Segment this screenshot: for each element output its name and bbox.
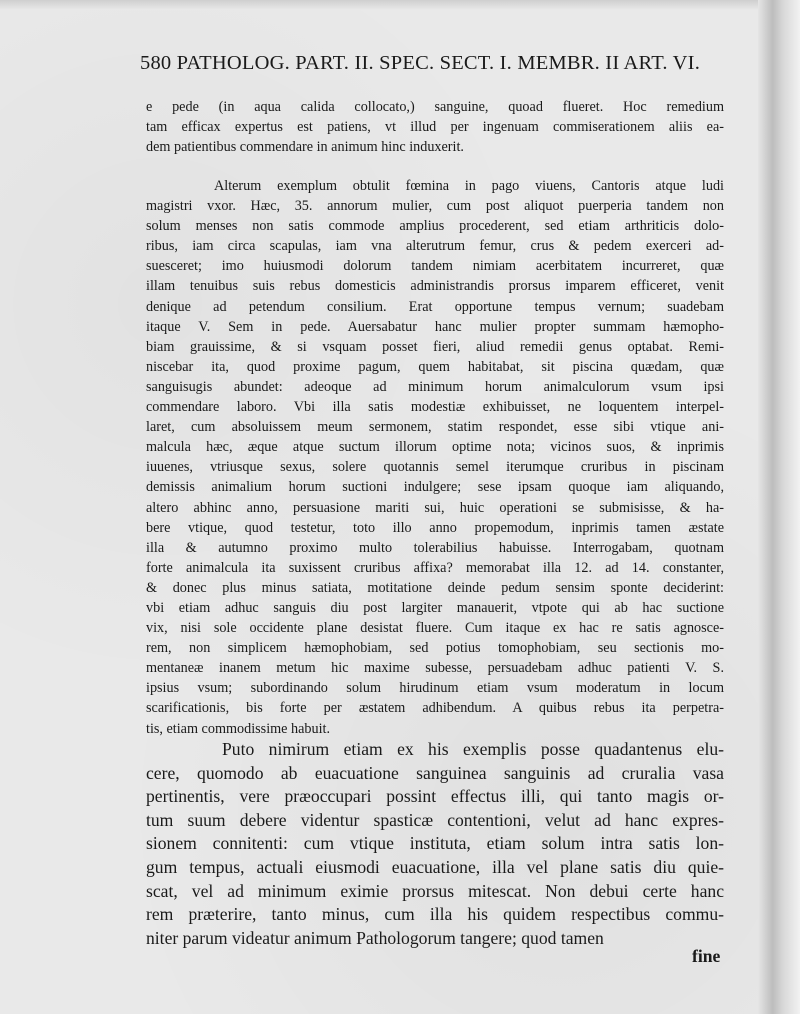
text-line: niscebar ita, quod proxime pagum, quem habitabat, sit piscina quædam, quæ [146,358,724,375]
text-line: bere vtique, quod testetur, toto illo anno propemodum, inprimis tamen æstate [146,519,724,536]
text-line: vbi etiam adhuc sanguis diu post largiter manauerit, vtpote qui ab hac suctione [146,599,724,616]
text-line: Alterum exemplum obtulit fœmina in pago viuens, Cantoris atque ludi [214,178,724,194]
text-line: demissis animalium horum suctioni indulgere; sese ipsam quoque iam aliquando, [146,479,724,496]
paragraph-2 [146,176,724,739]
text-line: sionem connitenti: cum vtique instituta, etiam solum intra satis lon- [146,833,724,854]
catchword: fine [692,946,721,966]
text-line: scat, vel ad minimum eximie prorsus mitescat. Non debui certe hanc [146,880,724,901]
text-line: illam tenuibus suis rebus domesticis administrandis prorsus imparem efficeret, venit [146,278,724,295]
text-line: gum tempus, actuali eiusmodi euacuatione, illa vel plane satis diu quie- [146,856,724,877]
text-line: ribus, iam circa scapulas, iam vna alterutrum femur, crus & pedem exerceri ad- [146,238,724,255]
text-line: e pede (in aqua calida collocato,) sanguine, quoad flueret. Hoc remedium [146,99,724,115]
text-line: rem, non simplicem hæmophobiam, sed potius tomophobiam, seu sectionis mo- [146,640,724,657]
paragraph-3 [146,738,724,950]
text-line: biam grauissime, & si vsquam posset fieri, aliud remedii genus optabat. Remi- [146,338,724,355]
text-line: & donec plus minus satiata, motitatione deinde pedum sensim sponte deciderint: [146,579,724,596]
text-line: malcula hæc, æque atque suctum illorum optime nota; vicinos suos, & inprimis [146,439,724,456]
text-line: solum menses non satis commode amplius procederent, sed etiam arthriticis dolo- [146,218,724,235]
text-line: niter parum videatur animum Pathologorum tangere; quod tamen [146,927,604,948]
text-line: dem patientibus commendare in animum hinc induxerit. [146,139,464,156]
text-line: cere, quomodo ab euacuatione sanguinea sanguinis ad cruralia vasa [146,762,724,783]
text-line: commendare laboro. Vbi illa satis modestiæ exhibuisset, ne loquentem interpel- [146,399,724,416]
text-line: denique ad petendum consilium. Erat opportune tempus vernum; suadebam [146,298,724,315]
text-line: illa & autumno proximo multo tolerabilius habuisse. Interrogabam, quotnam [146,539,724,556]
text-line: tum suum debere videntur spasticæ contentioni, velut ad hanc expres- [146,809,724,830]
text-line: scarificationis, bis forte per æstatem adhibendum. A quibus rebus ita perpetra- [146,700,724,717]
text-line: rem præterire, tanto minus, cum illa his quidem respectibus commu- [146,904,724,925]
text-line: forte animalcula ita suxissent cruribus affixa? memorabat illa 12. ad 14. constanter, [146,559,724,576]
text-line: magistri vxor. Hæc, 35. annorum mulier, cum post aliquot puerperia tandem non [146,198,724,215]
text-line: pertinentis, vere præoccupari possint effectus illi, qui tanto magis or- [146,786,724,807]
page-top-shadow [0,0,800,10]
text-line: tis, etiam commodissime habuit. [146,720,331,737]
text-line: ipsius vsum; subordinando solum hirudinum etiam vsum moderatum in locum [146,680,724,697]
text-line: tam efficax expertus est patiens, vt illud per ingenuam commiserationem aliis ea- [146,119,724,136]
running-head: 580 PATHOLOG. PART. II. SPEC. SECT. I. MEMBR. II ART. VI. [140,52,701,74]
text-line: suesceret; imo huiusmodi dolorum tandem nimiam acerbitatem incurreret, quæ [146,258,724,275]
text-line: mentaneæ inanem metum hic maxime subesse, persuadebam adhuc patienti V. S. [146,660,724,677]
text-line: altero abhinc anno, persuasione mariti sui, huic operationi se submisisse, & ha- [146,499,724,516]
text-line: iuuenes, vtriusque sexus, solere quotannis semel iterumque cruribus in piscinam [146,459,724,476]
text-line: sanguisugis abundet: adeoque ad minimum horum animalculorum vsum ipsi [146,378,724,395]
text-line: vix, nisi sole occidente plane desistat fluere. Cum itaque ex hac re satis agnosce- [146,620,724,637]
text-line: Puto nimirum etiam ex his exemplis posse quadantenus elu- [222,739,724,759]
text-line: laret, cum absoluissem meum sermonem, statim respondet, esse sibi vtique ani- [146,419,724,436]
page-gutter-shadow [758,0,800,1014]
text-line: itaque V. Sem in pede. Auersabatur hanc mulier propter summam hæmopho- [146,318,724,335]
paragraph-1 [146,97,724,157]
